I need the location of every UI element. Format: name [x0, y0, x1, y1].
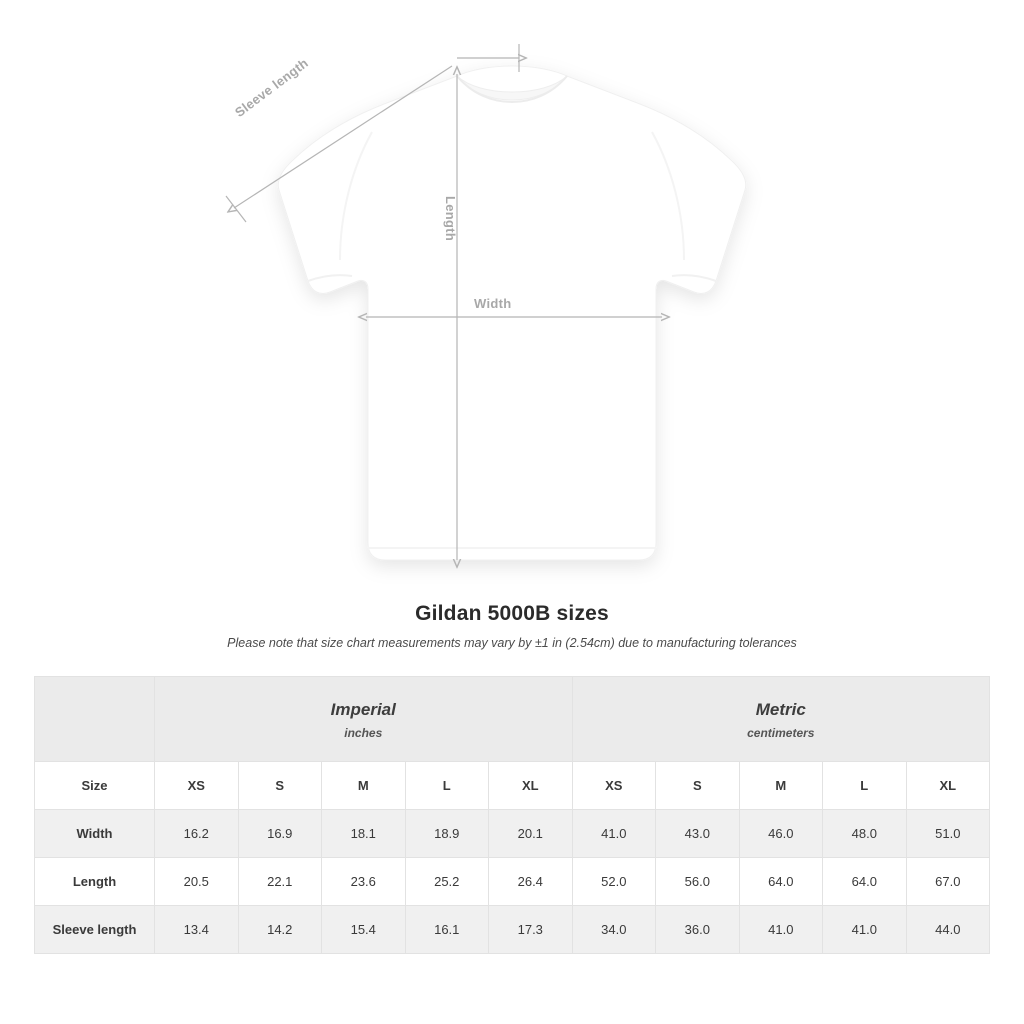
group-unit-imperial: inches: [344, 726, 383, 740]
cell-length-metric-xs: 52.0: [572, 858, 656, 906]
header-size-metric-l: L: [823, 762, 907, 810]
cell-length-imperial-m: 23.6: [322, 858, 406, 906]
cell-sleeve-imperial-m: 15.4: [322, 906, 406, 954]
unit-group-header-row: [35, 677, 990, 762]
title-block: [0, 602, 1024, 650]
row-label-length: Length: [35, 858, 155, 906]
header-size-imperial-l: L: [405, 762, 489, 810]
cell-length-metric-xl: 67.0: [906, 858, 990, 906]
cell-width-metric-xl: 51.0: [906, 810, 990, 858]
cell-sleeve-metric-m: 41.0: [739, 906, 823, 954]
header-size-metric-s: S: [656, 762, 740, 810]
group-header-metric: [572, 677, 990, 762]
dimension-label-length: Length: [443, 196, 458, 242]
tolerance-note: Please note that size chart measurements may vary by ±1 in (2.54cm) due to manufacturing tolerances: [227, 636, 797, 650]
header-size-imperial-s: S: [238, 762, 322, 810]
row-label-width: Width: [35, 810, 155, 858]
cell-width-imperial-l: 18.9: [405, 810, 489, 858]
table-row: [35, 906, 990, 954]
cell-length-imperial-l: 25.2: [405, 858, 489, 906]
header-size-metric-xl: XL: [906, 762, 990, 810]
cell-width-metric-xs: 41.0: [572, 810, 656, 858]
cell-width-imperial-xs: 16.2: [155, 810, 239, 858]
cell-width-imperial-xl: 20.1: [489, 810, 573, 858]
tshirt-shape: [278, 66, 746, 560]
size-header-row: [35, 762, 990, 810]
cell-length-imperial-xl: 26.4: [489, 858, 573, 906]
group-title-metric: Metric: [755, 700, 806, 719]
cell-length-imperial-s: 22.1: [238, 858, 322, 906]
dimension-label-width: Width: [474, 296, 512, 311]
table-row: [35, 858, 990, 906]
cell-length-imperial-xs: 20.5: [155, 858, 239, 906]
cell-sleeve-imperial-l: 16.1: [405, 906, 489, 954]
table-corner-cell: [35, 677, 155, 762]
header-size-imperial-m: M: [322, 762, 406, 810]
row-label-sleeve-length: Sleeve length: [35, 906, 155, 954]
header-size-metric-xs: XS: [572, 762, 656, 810]
table-row: [35, 810, 990, 858]
page-title: Gildan 5000B sizes: [415, 602, 609, 625]
cell-width-metric-l: 48.0: [823, 810, 907, 858]
cell-width-metric-s: 43.0: [656, 810, 740, 858]
cell-sleeve-imperial-s: 14.2: [238, 906, 322, 954]
header-size-label: Size: [35, 762, 155, 810]
cell-sleeve-metric-s: 36.0: [656, 906, 740, 954]
cell-sleeve-metric-l: 41.0: [823, 906, 907, 954]
cell-length-metric-s: 56.0: [656, 858, 740, 906]
cell-sleeve-metric-xl: 44.0: [906, 906, 990, 954]
cell-length-metric-m: 64.0: [739, 858, 823, 906]
cell-sleeve-imperial-xl: 17.3: [489, 906, 573, 954]
size-chart-table-wrapper: [34, 676, 990, 954]
cell-sleeve-imperial-xs: 13.4: [155, 906, 239, 954]
header-size-imperial-xl: XL: [489, 762, 573, 810]
header-size-metric-m: M: [739, 762, 823, 810]
size-chart-table: [34, 676, 990, 954]
header-size-imperial-xs: XS: [155, 762, 239, 810]
group-title-imperial: Imperial: [330, 700, 396, 719]
cell-length-metric-l: 64.0: [823, 858, 907, 906]
cell-width-imperial-m: 18.1: [322, 810, 406, 858]
cell-width-metric-m: 46.0: [739, 810, 823, 858]
dimension-label-sleeve-length: Sleeve length: [232, 55, 312, 120]
group-unit-metric: centimeters: [747, 726, 815, 740]
cell-sleeve-metric-xs: 34.0: [572, 906, 656, 954]
cell-width-imperial-s: 16.9: [238, 810, 322, 858]
group-header-imperial: [155, 677, 573, 762]
